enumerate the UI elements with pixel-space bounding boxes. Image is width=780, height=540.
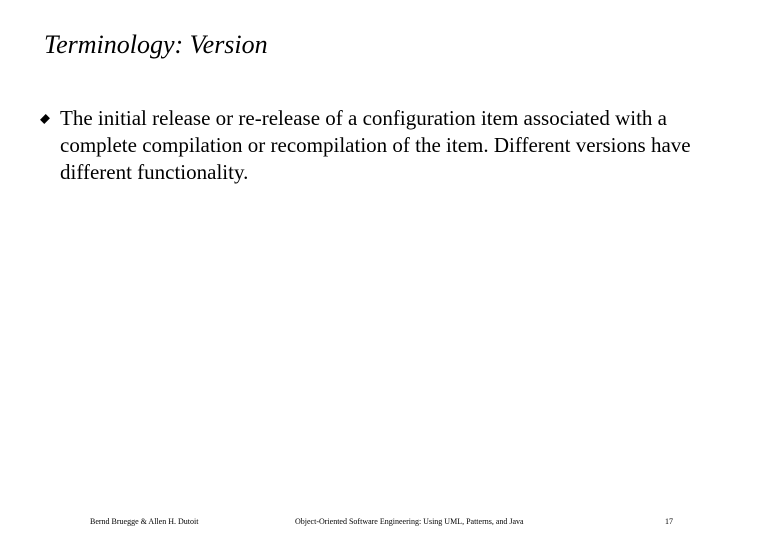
- footer-authors: Bernd Bruegge & Allen H. Dutoit: [90, 517, 199, 526]
- slide-title: Terminology: Version: [44, 30, 268, 59]
- bullet-list: [38, 105, 728, 186]
- diamond-bullet-icon: [40, 114, 50, 124]
- footer-book-title: Object-Oriented Software Engineering: Using UML, Patterns, and Java: [295, 517, 524, 526]
- bullet-text: The initial release or re-release of a configuration item associated with a complete compilation or recompilation of the item. Different versions have different functionality.: [60, 106, 691, 184]
- bullet-item: [38, 105, 728, 186]
- footer-page-number: 17: [665, 517, 673, 526]
